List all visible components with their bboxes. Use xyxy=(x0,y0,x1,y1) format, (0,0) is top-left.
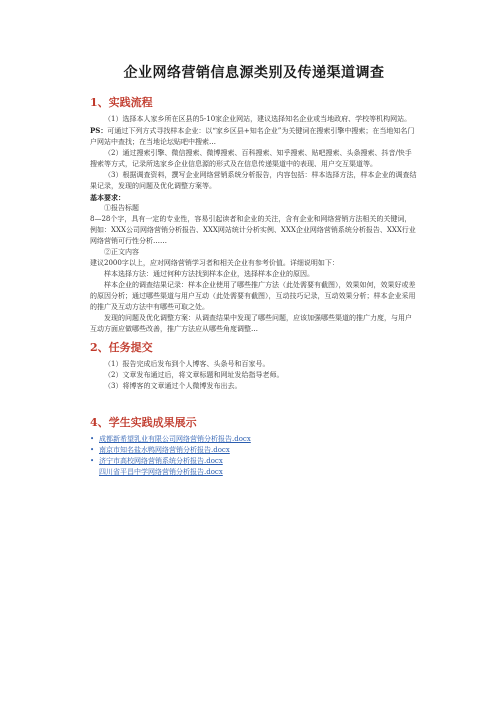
list-item xyxy=(90,434,418,445)
req-body-detail: 建议2000字以上，应对网络营销学习者和相关企业有参考价值。详细说明如下： xyxy=(90,259,339,267)
req-survey-results: 样本企业的调查结果记录：样本企业使用了哪些推广方法（此处需要有截图），效果如何，效果好或差的原因分析；通过哪些渠道与用户互动（此处需要有截图），互动技巧记录，互动效果分析；样本企业采用的推广及互动方法中有哪些可取之处。 xyxy=(90,281,416,311)
report-link[interactable]: 南京市知名盐水鸭网络营销分析报告.docx xyxy=(99,446,230,454)
section-heading-showcase: 4、学生实践成果展示 xyxy=(90,416,197,429)
ps-text: 可通过下列方式寻找样本企业：以“家乡区县+知名企业”为关键词在搜索引擎中搜索；在当地知名门户网站中查找；在当地论坛贴吧中搜索… xyxy=(90,127,415,146)
section-heading-submission: 2、任务提交 xyxy=(90,341,153,354)
req-problems: 发现的问题及优化调整方案：从调查结果中发现了哪些问题，应该加强哪些渠道的推广力度，与用户互动方面应做哪些改善，推广方法应从哪些角度调整… xyxy=(90,314,412,333)
submission-item: （2）文章发布通过后，将文章标题和网址发给指导老师。 xyxy=(104,371,284,379)
bullet-icon: • xyxy=(90,446,95,454)
paragraph-ps xyxy=(90,125,418,148)
list-item xyxy=(90,445,418,456)
submission-item: （1）报告完成后发布到个人博客、头条号和百家号。 xyxy=(104,360,270,368)
req-body-label: ②正文内容 xyxy=(104,248,139,256)
report-link[interactable]: 济宁市高校网络营销系统分析报告.docx xyxy=(99,457,223,465)
paragraph-step2: （2）通过搜索引擎、微信搜索、微博搜索、百科搜索、知乎搜索、贴吧搜索、头条搜索、抖音/快手搜索等方式，记录所选家乡企业信息源的形式及在信息传递渠道中的表现、用户交互渠道等。 xyxy=(90,149,412,168)
req-title-label: ①报告标题 xyxy=(104,204,139,212)
bullet-icon: • xyxy=(90,435,95,443)
list-item xyxy=(90,456,418,467)
report-link[interactable]: 四川省平昌中学网络营销分析报告.docx xyxy=(99,468,223,476)
showcase-link-list xyxy=(90,434,418,478)
requirements-label: 基本要求： xyxy=(90,193,125,202)
paragraph-step3: （3）根据调查资料，撰写企业网络营销系统分析报告，内容包括：样本选择方法，样本企业的调查结果记录，发现的问题及优化调整方案等。 xyxy=(90,171,417,190)
ps-label: PS： xyxy=(90,126,108,135)
submission-item: （3）将博客的文章通过个人微博发布出去。 xyxy=(104,382,242,390)
req-sample-method: 样本选择方法：通过何种方法找到样本企业，选择样本企业的原因。 xyxy=(104,270,314,278)
page-title: 企业网络营销信息源类别及传递渠道调查 xyxy=(123,65,385,81)
section-heading-practice-flow: 1、实践流程 xyxy=(90,96,153,109)
report-link[interactable]: 成都新希望乳业有限公司网络营销分析报告.docx xyxy=(99,435,251,443)
list-item xyxy=(90,467,418,478)
bullet-icon: • xyxy=(90,457,95,465)
paragraph-step1: （1）选择本人家乡所在区县的5-10家企业网站，建议选择知名企业或当地政府、学校等机构网站。 xyxy=(104,115,412,123)
req-title-detail: 8—28个字，具有一定的专业性，容易引起读者和企业的关注，含有企业和网络营销方法相关的关键词，例如：XXX公司网络营销分析报告、XXX网站统计分析实例、XXX企业网络营销系统分析报告、XXX行业网络营销可行性分析…… xyxy=(90,215,416,245)
